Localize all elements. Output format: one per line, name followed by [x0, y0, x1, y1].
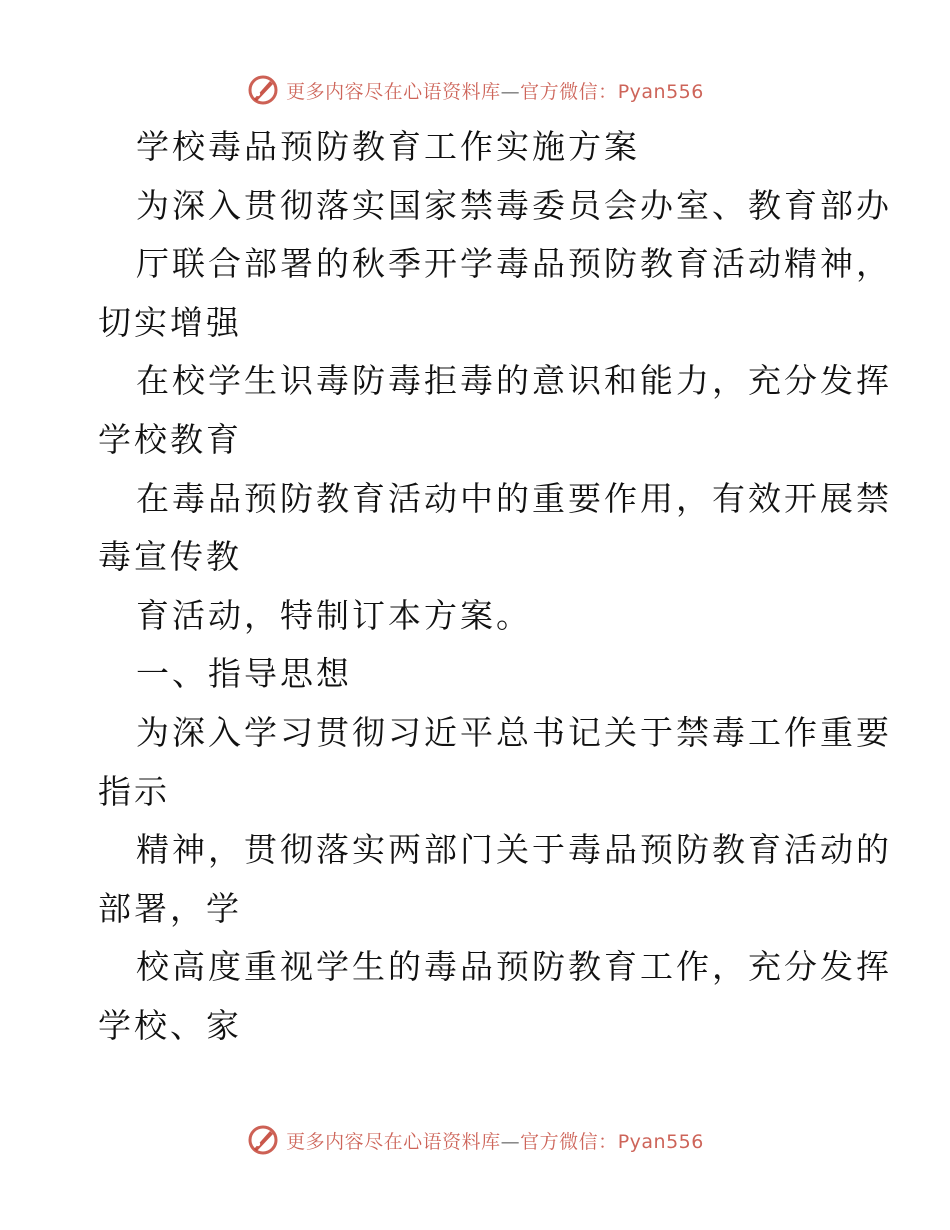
paragraph-line: 育活动，特制订本方案。 [136, 595, 532, 635]
watermark-wechat-label: 官方微信： [520, 1130, 618, 1153]
footer-watermark [0, 1122, 950, 1158]
watermark-wechat-id: Pyan556 [617, 1130, 704, 1153]
watermark-text [286, 1127, 704, 1154]
paragraph-line: 在毒品预防教育活动中的重要作用，有效开展禁 [136, 478, 892, 518]
paragraph-line: 为深入贯彻落实国家禁毒委员会办室、教育部办 [136, 185, 892, 225]
watermark-separator: — [500, 80, 521, 103]
paragraph-line: 学校教育 [98, 419, 242, 459]
section-heading: 一、指导思想 [136, 654, 352, 694]
document-body [98, 118, 892, 1056]
paragraph-line: 学校、家 [98, 1005, 242, 1045]
paragraph-line: 在校学生识毒防毒拒毒的意识和能力，充分发挥 [136, 361, 892, 401]
watermark-wechat-label: 官方微信： [520, 80, 618, 103]
watermark-text [286, 77, 704, 104]
quill-pen-logo-icon [246, 1123, 280, 1157]
paragraph-line: 毒宣传教 [98, 537, 242, 577]
paragraph-line: 部署，学 [98, 888, 242, 928]
paragraph-line: 精神，贯彻落实两部门关于毒品预防教育活动的 [136, 830, 892, 870]
paragraph-line: 校高度重视学生的毒品预防教育工作，充分发挥 [136, 947, 892, 987]
paragraph-line: 切实增强 [98, 302, 242, 342]
paragraph-line: 为深入学习贯彻习近平总书记关于禁毒工作重要 [136, 712, 892, 752]
watermark-brand: 更多内容尽在心语资料库 [286, 80, 501, 103]
paragraph-line: 厅联合部署的秋季开学毒品预防教育活动精神， [136, 244, 892, 284]
paragraph-line: 指示 [98, 771, 170, 811]
header-watermark [0, 72, 950, 108]
watermark-wechat-id: Pyan556 [617, 80, 704, 103]
watermark-separator: — [500, 1130, 521, 1153]
quill-pen-logo-icon [246, 73, 280, 107]
document-title: 学校毒品预防教育工作实施方案 [136, 127, 640, 166]
watermark-brand: 更多内容尽在心语资料库 [286, 1130, 501, 1153]
